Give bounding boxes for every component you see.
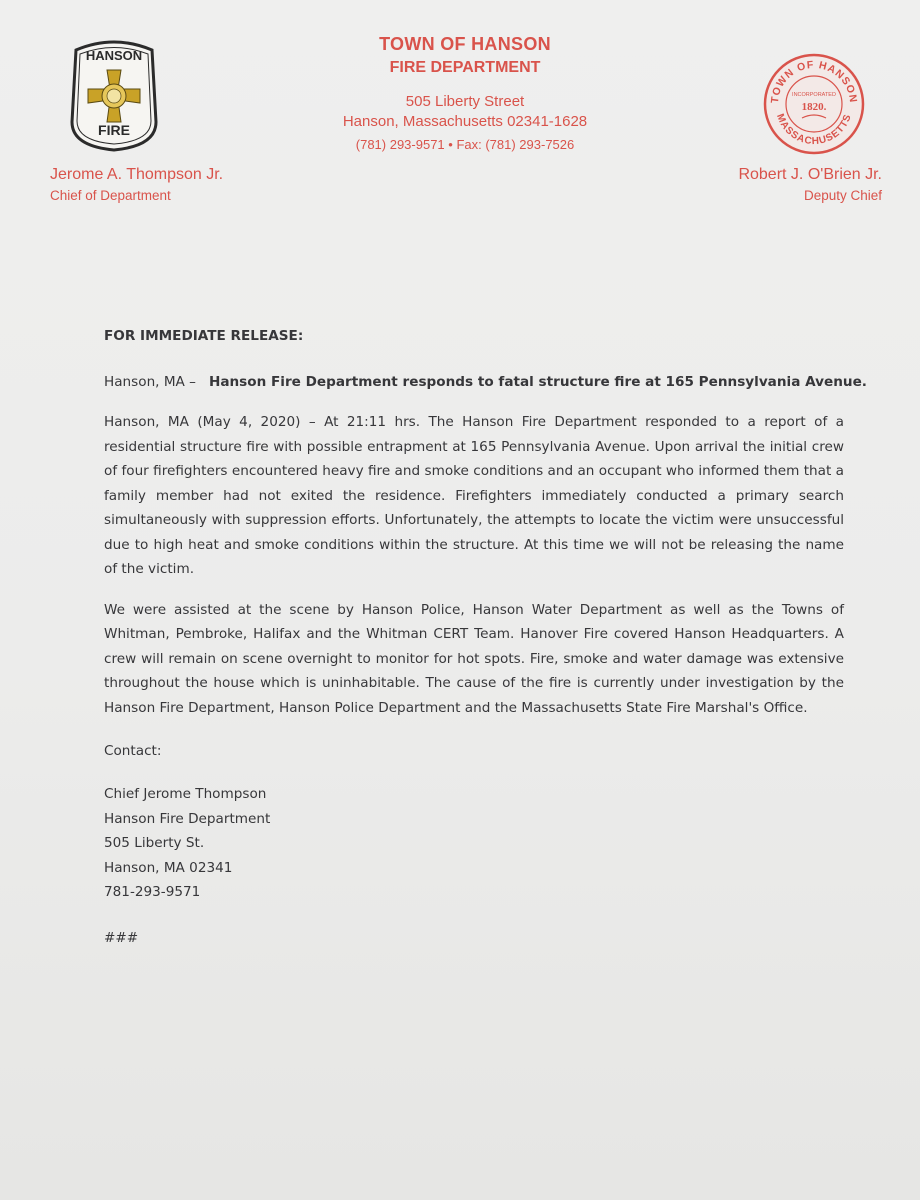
svg-text:TOWN OF HANSON: TOWN OF HANSON — [768, 58, 860, 104]
release-label: FOR IMMEDIATE RELEASE: — [104, 328, 304, 344]
town-seal-icon — [762, 52, 866, 156]
deputy-title: Deputy Chief — [803, 188, 882, 203]
chief-signature-block — [50, 164, 223, 206]
chief-name: Jerome A. Thompson Jr. — [50, 166, 224, 183]
end-mark: ### — [104, 929, 139, 946]
contact-line: Hanson Fire Department — [104, 810, 271, 827]
release-headline-line — [104, 372, 867, 392]
dateline: Hanson, MA – — [104, 374, 196, 390]
phone-fax: (781) 293-9571 • Fax: (781) 293-7526 — [355, 137, 575, 152]
letterhead-center — [300, 34, 630, 155]
city-state-zip: Hanson, Massachusetts 02341-1628 — [342, 113, 588, 130]
svg-text:INCORPORATED: INCORPORATED — [792, 92, 836, 98]
press-release-body — [104, 326, 867, 949]
svg-text:1820.: 1820. — [801, 101, 827, 113]
contact-block — [104, 782, 844, 905]
contact-line: 505 Liberty St. — [104, 835, 205, 852]
contact-label: Contact: — [104, 743, 162, 759]
street-address: 505 Liberty Street — [405, 93, 525, 110]
contact-line: Hanson, MA 02341 — [104, 859, 233, 876]
svg-text:MASSACHUSETTS: MASSACHUSETTS — [774, 112, 854, 148]
department-name: FIRE DEPARTMENT — [389, 59, 541, 76]
paragraph-incident: Hanson, MA (May 4, 2020) – At 21:11 hrs. The Hanson Fire Department responded to a report of a residential structure fire with possible entrapment at 165 Pennsylvania Avenue. Upon arrival the initial crew of four firefighters encountered heavy fire and smoke conditions and an occupant who informed them that a family member had not exited the residence. Firefighters immediately conducted a primary search simultaneously with suppression efforts. Unfortunately, the attempts to locate the victim were unsuccessful due to high heat and smoke conditions within the structure. At this time we will not be releasing the name of the victim. — [104, 414, 844, 577]
chief-title: Chief of Department — [50, 188, 171, 203]
release-headline: Hanson Fire Department responds to fatal structure fire at 165 Pennsylvania Avenue. — [208, 374, 867, 390]
maltese-cross-fire-badge-icon — [66, 36, 162, 154]
deputy-signature-block — [738, 164, 882, 206]
contact-line: Chief Jerome Thompson — [104, 786, 267, 802]
deputy-name: Robert J. O'Brien Jr. — [738, 166, 882, 183]
town-name: TOWN OF HANSON — [379, 34, 551, 54]
svg-text:FIRE: FIRE — [98, 122, 130, 138]
svg-text:HANSON: HANSON — [85, 48, 143, 63]
paragraph-assistance: We were assisted at the scene by Hanson Police, Hanson Water Department as well as the Towns of Whitman, Pembroke, Halifax and the Whitman CERT Team. Hanover Fire covered Hanson Headquarters. A crew will remain on scene overnight to monitor for hot spots. Fire, smoke and water damage was extensive throughout the house which is uninhabitable. The cause of the fire is currently under investigation by the Hanson Fire Department, Hanson Police Department and the Massachusetts State Fire Marshal's Office. — [104, 601, 844, 716]
contact-line: 781-293-9571 — [104, 884, 201, 901]
